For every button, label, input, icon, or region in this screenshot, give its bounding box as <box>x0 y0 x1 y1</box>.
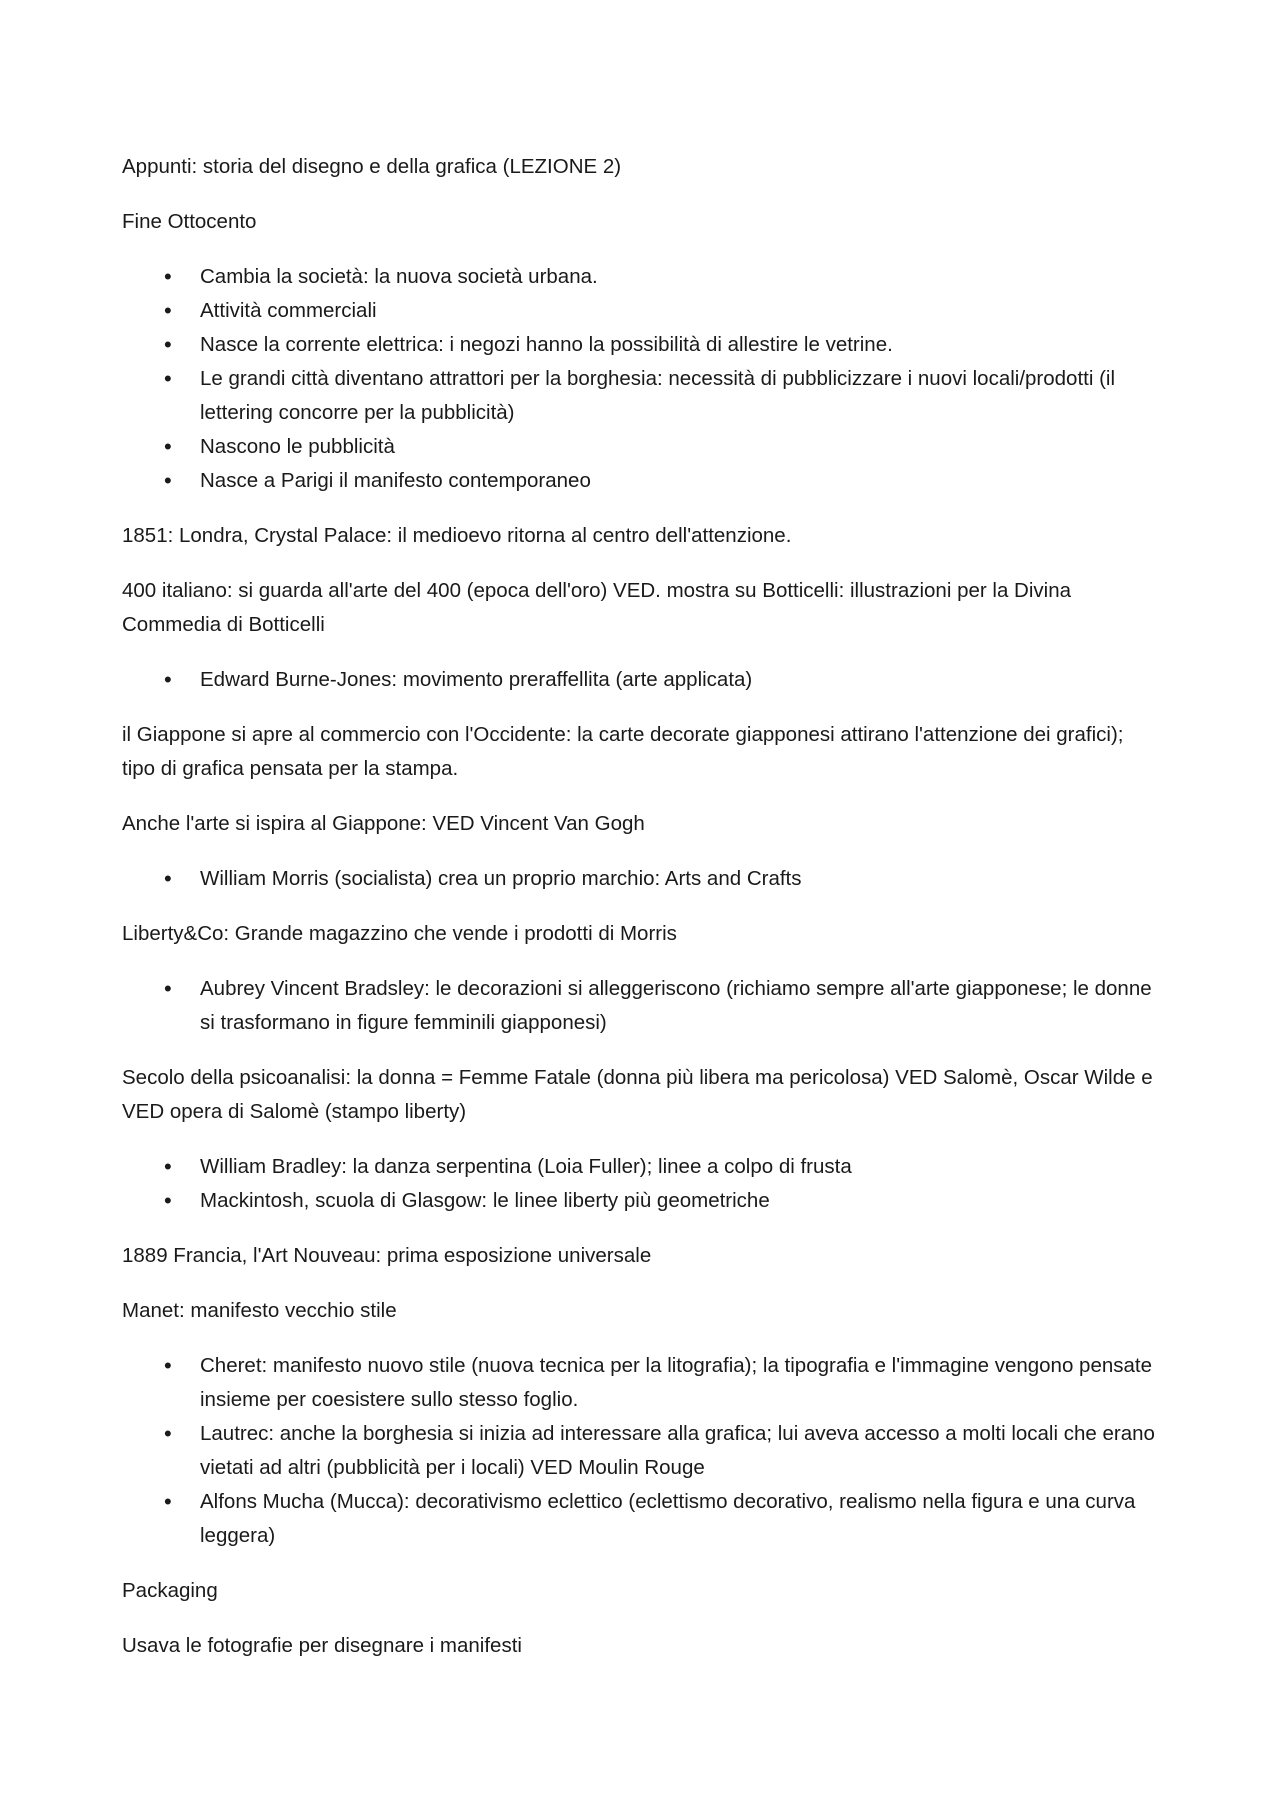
paragraph: Manet: manifesto vecchio stile <box>122 1299 397 1322</box>
paragraph: Secolo della psicoanalisi: la donna = Femme Fatale (donna più libera ma pericolosa) VED Salomè, Oscar Wilde e VED opera di Salomè (stampo liberty) <box>122 1066 1153 1123</box>
bullet-dot-icon: • <box>164 1353 172 1378</box>
bullet-dot-icon: • <box>164 434 172 459</box>
list-item-text: Le grandi città diventano attrattori per la borghesia: necessità di pubblicizzare i nuovi locali/prodotti (il lettering concorre per la pubblicità) <box>200 367 1116 424</box>
list-item <box>122 1184 1162 1218</box>
list-item <box>122 1150 1162 1184</box>
list-item-text: Attività commerciali <box>200 299 377 322</box>
paragraph: 1889 Francia, l'Art Nouveau: prima esposizione universale <box>122 1244 652 1267</box>
bullet-dot-icon: • <box>164 866 172 891</box>
list-item-text: Nasce a Parigi il manifesto contemporaneo <box>200 469 591 492</box>
paragraph: il Giappone si apre al commercio con l'Occidente: la carte decorate giapponesi attirano l'attenzione dei grafici); tipo di grafica pensata per la stampa. <box>122 723 1124 780</box>
list-item <box>122 328 1162 362</box>
bullet-dot-icon: • <box>164 298 172 323</box>
list-item <box>122 260 1162 294</box>
bullet-list <box>122 862 1162 896</box>
bullet-dot-icon: • <box>164 667 172 692</box>
paragraph: 1851: Londra, Crystal Palace: il medioevo ritorna al centro dell'attenzione. <box>122 524 792 547</box>
list-item-text: William Morris (socialista) crea un proprio marchio: Arts and Crafts <box>200 867 802 890</box>
list-item-text: Aubrey Vincent Bradsley: le decorazioni si alleggeriscono (richiamo sempre all'arte giapponese; le donne si trasformano in figure femminili giapponesi) <box>200 977 1152 1034</box>
document-title: Appunti: storia del disegno e della grafica (LEZIONE 2) <box>122 155 622 178</box>
list-item <box>122 862 1162 896</box>
list-item <box>122 663 1162 697</box>
list-item <box>122 1485 1162 1553</box>
bullet-dot-icon: • <box>164 332 172 357</box>
bullet-dot-icon: • <box>164 1154 172 1179</box>
bullet-list <box>122 1150 1162 1218</box>
list-item-text: Nascono le pubblicità <box>200 435 395 458</box>
paragraph: 400 italiano: si guarda all'arte del 400 (epoca dell'oro) VED. mostra su Botticelli: illustrazioni per la Divina Commedia di Botticelli <box>122 579 1072 636</box>
document-body <box>122 205 1162 1663</box>
bullet-list <box>122 1349 1162 1553</box>
list-item-text: Mackintosh, scuola di Glasgow: le linee liberty più geometriche <box>200 1189 770 1212</box>
paragraph: Anche l'arte si ispira al Giappone: VED Vincent Van Gogh <box>122 812 645 835</box>
document-page <box>122 150 1162 1684</box>
list-item-text: Nasce la corrente elettrica: i negozi hanno la possibilità di allestire le vetrine. <box>200 333 893 356</box>
list-item <box>122 1417 1162 1485</box>
bullet-list <box>122 972 1162 1040</box>
list-item <box>122 1349 1162 1417</box>
bullet-dot-icon: • <box>164 468 172 493</box>
list-item-text: Lautrec: anche la borghesia si inizia ad interessare alla grafica; lui aveva accesso a molti locali che erano vietati ad altri (pubblicità per i locali) VED Moulin Rouge <box>200 1422 1155 1479</box>
bullet-dot-icon: • <box>164 264 172 289</box>
list-item-text: Cheret: manifesto nuovo stile (nuova tecnica per la litografia); la tipografia e l'immagine vengono pensate insieme per coesistere sullo stesso foglio. <box>200 1354 1153 1411</box>
bullet-dot-icon: • <box>164 1421 172 1446</box>
list-item <box>122 430 1162 464</box>
list-item <box>122 972 1162 1040</box>
list-item-text: Alfons Mucha (Mucca): decorativismo eclettico (eclettismo decorativo, realismo nella figura e una curva leggera) <box>200 1490 1136 1547</box>
bullet-dot-icon: • <box>164 976 172 1001</box>
bullet-list <box>122 663 1162 697</box>
list-item <box>122 362 1162 430</box>
paragraph: Liberty&Co: Grande magazzino che vende i prodotti di Morris <box>122 922 677 945</box>
bullet-dot-icon: • <box>164 366 172 391</box>
list-item-text: Cambia la società: la nuova società urbana. <box>200 265 598 288</box>
list-item-text: Edward Burne-Jones: movimento preraffellita (arte applicata) <box>200 668 753 691</box>
paragraph: Usava le fotografie per disegnare i manifesti <box>122 1634 522 1657</box>
bullet-dot-icon: • <box>164 1489 172 1514</box>
list-item <box>122 294 1162 328</box>
list-item-text: William Bradley: la danza serpentina (Loia Fuller); linee a colpo di frusta <box>200 1155 852 1178</box>
paragraph: Packaging <box>122 1579 218 1602</box>
list-item <box>122 464 1162 498</box>
bullet-list <box>122 260 1162 498</box>
paragraph: Fine Ottocento <box>122 210 257 233</box>
bullet-dot-icon: • <box>164 1188 172 1213</box>
